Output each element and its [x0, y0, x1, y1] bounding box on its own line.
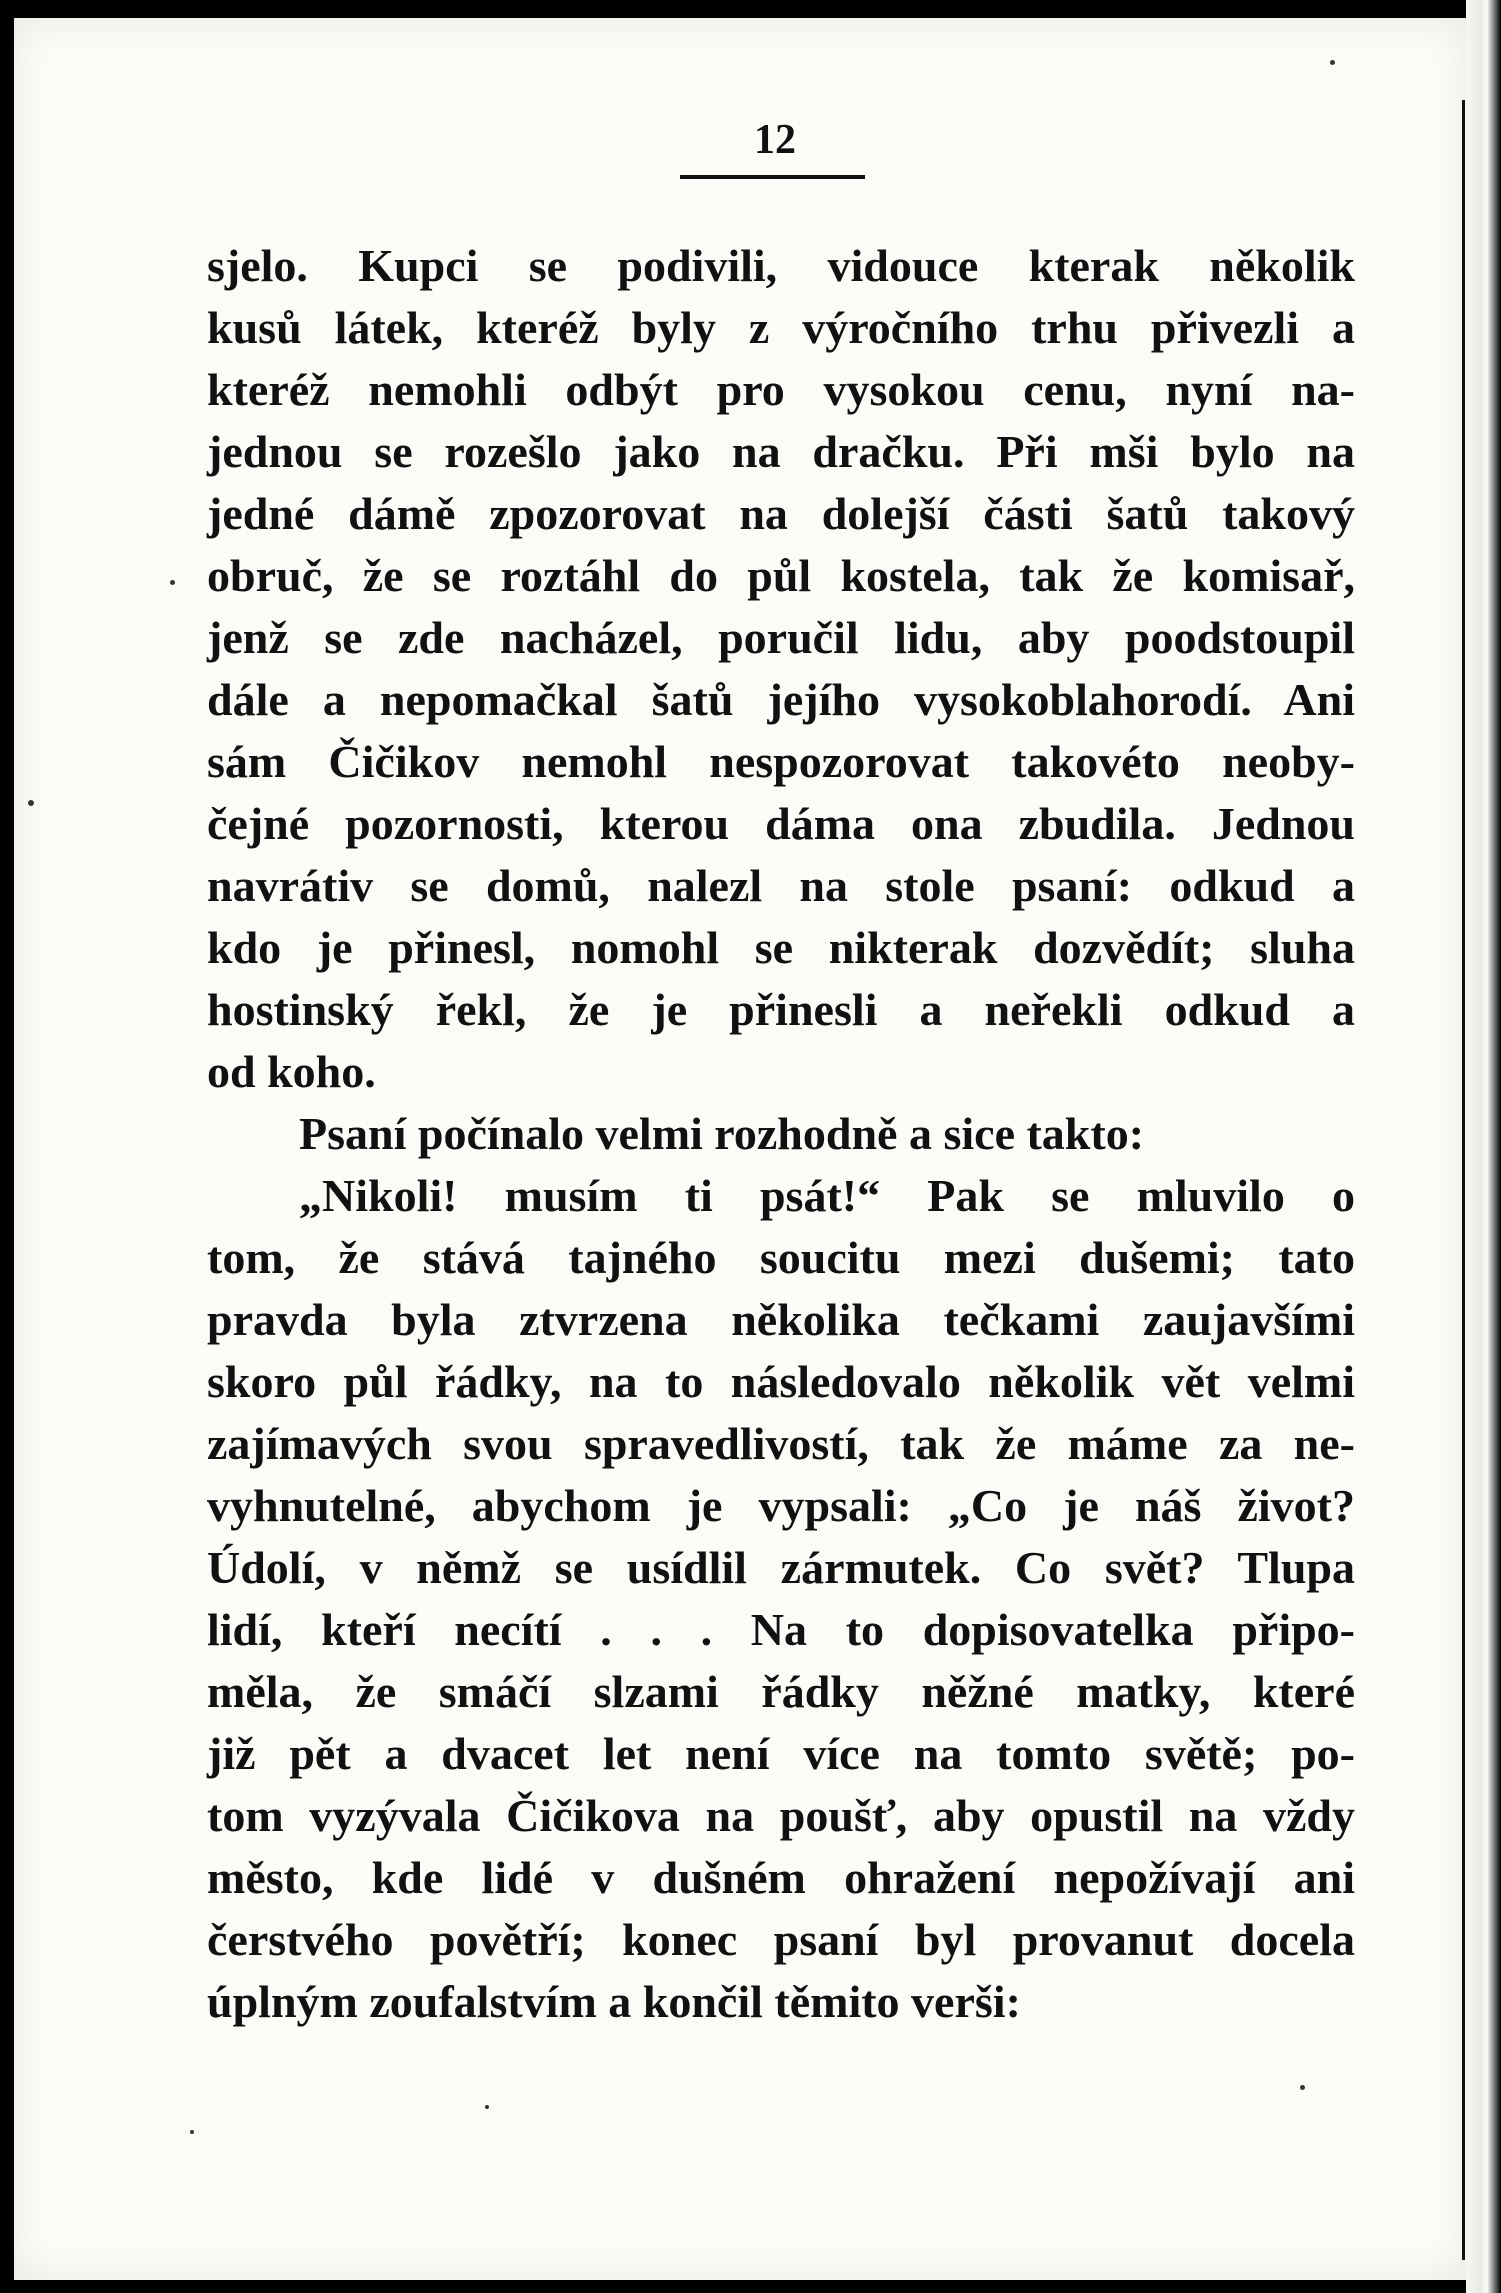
text-line: Psaní počínalo velmi rozhodně a sice takto: [299, 1108, 1145, 1159]
header-rule [680, 175, 865, 179]
text-line: jedné dámě zpozorovat na dolejší části šatů takový [207, 488, 1355, 539]
print-speck [190, 2130, 194, 2134]
page-number: 12 [754, 117, 796, 163]
text-line: sjelo. Kupci se podivili, vidouce kterak několik [207, 240, 1355, 291]
text-line: od koho. [207, 1046, 376, 1097]
text-line: kusů látek, kteréž byly z výročního trhu přivezli a [207, 302, 1355, 353]
body-text [207, 235, 1355, 2033]
text-line: čerstvého povětří; konec psaní byl provanut docela [207, 1914, 1355, 1965]
print-speck [170, 580, 175, 585]
print-speck [485, 2105, 489, 2109]
text-line: lidí, kteří necítí . . . Na to dopisovatelka připo- [207, 1604, 1355, 1655]
print-speck [1300, 2085, 1305, 2090]
text-line: hostinský řekl, že je přinesli a neřekli odkud a [207, 984, 1355, 1035]
text-line: skoro půl řádky, na to následovalo několik vět velmi [207, 1356, 1355, 1407]
text-line: tom vyzývala Čičikova na poušť, aby opustil na vždy [207, 1790, 1355, 1841]
text-line: kteréž nemohli odbýt pro vysokou cenu, nyní na- [207, 364, 1355, 415]
text-line: obruč, že se roztáhl do půl kostela, tak že komisař, [207, 550, 1355, 601]
text-line: tom, že stává tajného soucitu mezi dušemi; tato [207, 1232, 1355, 1283]
text-line: sám Čičikov nemohl nespozorovat takovéto neoby- [207, 736, 1355, 787]
text-line: kdo je přinesl, nomohl se nikterak dozvědít; sluha [207, 922, 1355, 973]
text-line: jednou se rozešlo jako na dračku. Při mši bylo na [207, 426, 1355, 477]
text-line: město, kde lidé v dušném ohražení nepožívají ani [207, 1852, 1355, 1903]
text-line: Údolí, v němž se usídlil zármutek. Co svět? Tlupa [207, 1542, 1355, 1593]
text-line: vyhnutelné, abychom je vypsali: „Co je náš život? [207, 1480, 1355, 1531]
print-speck [1330, 60, 1335, 65]
text-line: jenž se zde nacházel, poručil lidu, aby poodstoupil [207, 612, 1355, 663]
text-line: dále a nepomačkal šatů jejího vysokoblahorodí. Ani [207, 674, 1355, 725]
text-line: navrátiv se domů, nalezl na stole psaní: odkud a [207, 860, 1355, 911]
text-line: čejné pozornosti, kterou dáma ona zbudila. Jednou [207, 798, 1355, 849]
page-edge-line [1462, 100, 1465, 2260]
text-line: pravda byla ztvrzena několika tečkami zaujavšími [207, 1294, 1355, 1345]
text-line: „Nikoli! musím ti psát!“ Pak se mluvilo o [299, 1170, 1355, 1221]
page-edge [1466, 0, 1501, 2293]
print-speck [28, 800, 34, 806]
text-line: úplným zoufalstvím a končil těmito verši: [207, 1976, 1021, 2027]
text-line: měla, že smáčí slzami řádky něžné matky, které [207, 1666, 1355, 1717]
text-line: již pět a dvacet let není více na tomto světě; po- [207, 1728, 1355, 1779]
text-line: zajímavých svou spravedlivostí, tak že máme za ne- [207, 1418, 1355, 1469]
